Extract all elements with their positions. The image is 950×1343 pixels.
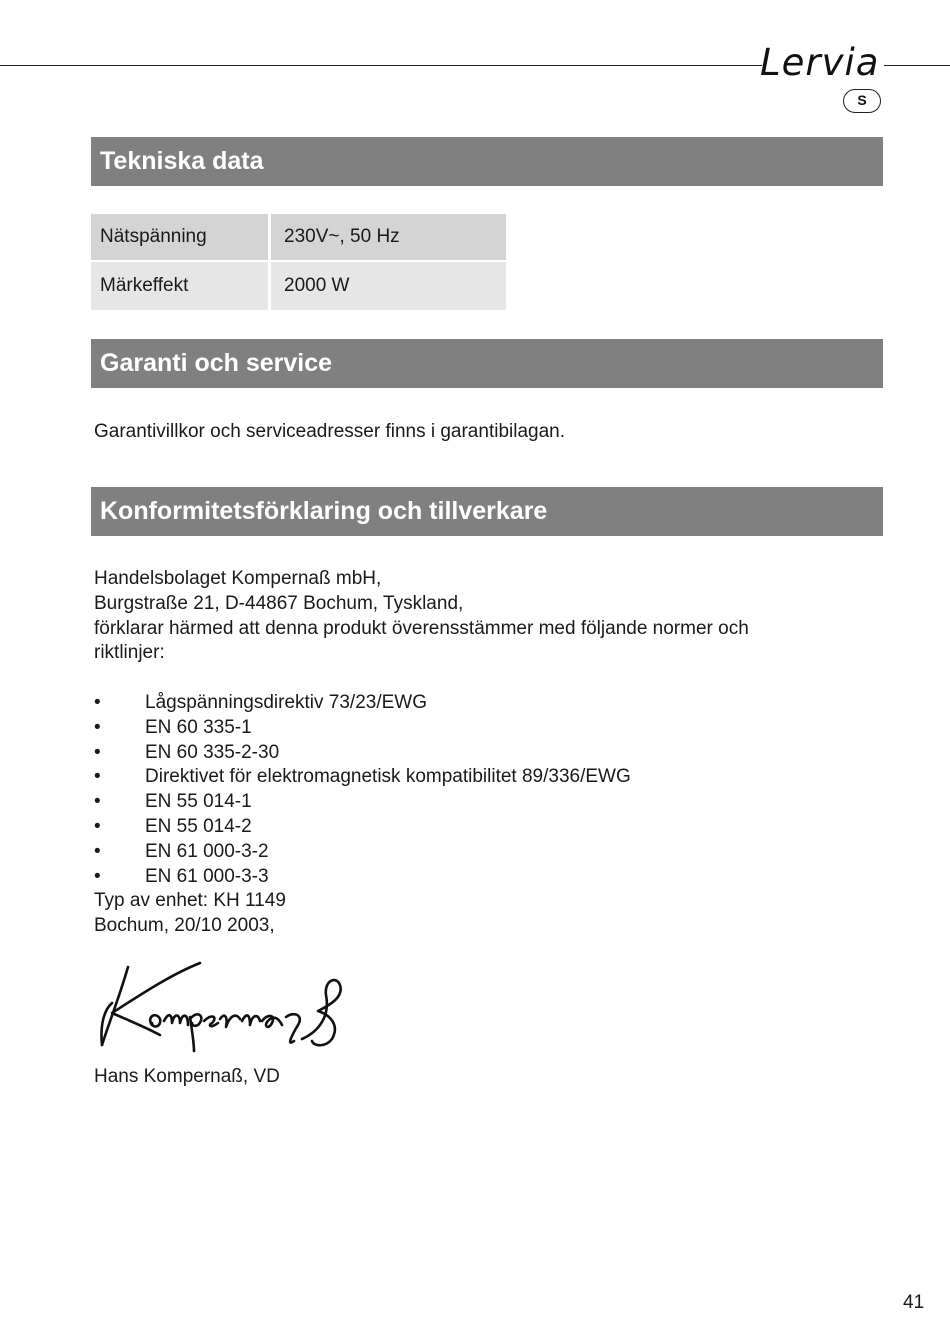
table-row	[91, 262, 506, 310]
spec-value: 2000 W	[271, 262, 506, 310]
bullet: •	[94, 741, 101, 763]
spec-label: Märkeffekt	[91, 262, 271, 310]
intro-line: förklarar härmed att denna produkt överensstämmer med följande normer och	[94, 617, 749, 639]
bullet: •	[94, 791, 101, 813]
standard-text: EN 60 335-1	[145, 716, 252, 738]
header-rule-left	[0, 65, 762, 66]
place-date: Bochum, 20/10 2003,	[94, 915, 275, 936]
signature-image	[90, 955, 350, 1055]
intro-line: riktlinjer:	[94, 642, 165, 664]
spec-table	[91, 214, 506, 310]
list-item	[94, 815, 631, 840]
signatory: Hans Kompernaß, VD	[94, 1066, 280, 1087]
standards-list	[94, 691, 631, 889]
bullet: •	[94, 815, 101, 837]
header-rule-right	[884, 65, 950, 66]
intro-line: Burgstraße 21, D-44867 Bochum, Tyskland,	[94, 592, 464, 614]
intro-line: Handelsbolaget Kompernaß mbH,	[94, 568, 382, 589]
list-item	[94, 865, 631, 890]
list-item	[94, 790, 631, 815]
bullet: •	[94, 865, 101, 887]
conformity-intro	[94, 567, 749, 666]
list-item	[94, 691, 631, 716]
section-heading-conformity: Konformitetsförklaring och tillverkare	[91, 487, 883, 536]
section-heading-technical: Tekniska data	[91, 137, 883, 186]
bullet: •	[94, 766, 101, 788]
section-heading-warranty: Garanti och service	[91, 339, 883, 388]
list-item	[94, 716, 631, 741]
page-number: 41	[903, 1292, 925, 1313]
spec-label: Nätspänning	[91, 214, 271, 262]
list-item	[94, 840, 631, 865]
standard-text: Lågspänningsdirektiv 73/23/EWG	[145, 692, 427, 713]
bullet: •	[94, 716, 101, 738]
bullet: •	[94, 692, 101, 713]
standard-text: EN 61 000-3-3	[145, 865, 269, 887]
brand-logo: Lervia	[760, 41, 880, 84]
standard-text: EN 60 335-2-30	[145, 741, 280, 763]
warranty-text: Garantivillkor och serviceadresser finns i garantibilagan.	[94, 421, 566, 442]
spec-value: 230V~, 50 Hz	[271, 214, 506, 262]
standard-text: EN 55 014-2	[145, 815, 252, 837]
standard-text: EN 61 000-3-2	[145, 840, 269, 862]
standard-text: Direktivet för elektromagnetisk kompatibilitet 89/336/EWG	[145, 766, 631, 788]
standard-text: EN 55 014-1	[145, 791, 252, 813]
list-item	[94, 741, 631, 766]
list-item	[94, 765, 631, 790]
language-badge: S	[843, 89, 881, 113]
table-row	[91, 214, 506, 262]
unit-type: Typ av enhet: KH 1149	[94, 890, 286, 911]
bullet: •	[94, 840, 101, 862]
